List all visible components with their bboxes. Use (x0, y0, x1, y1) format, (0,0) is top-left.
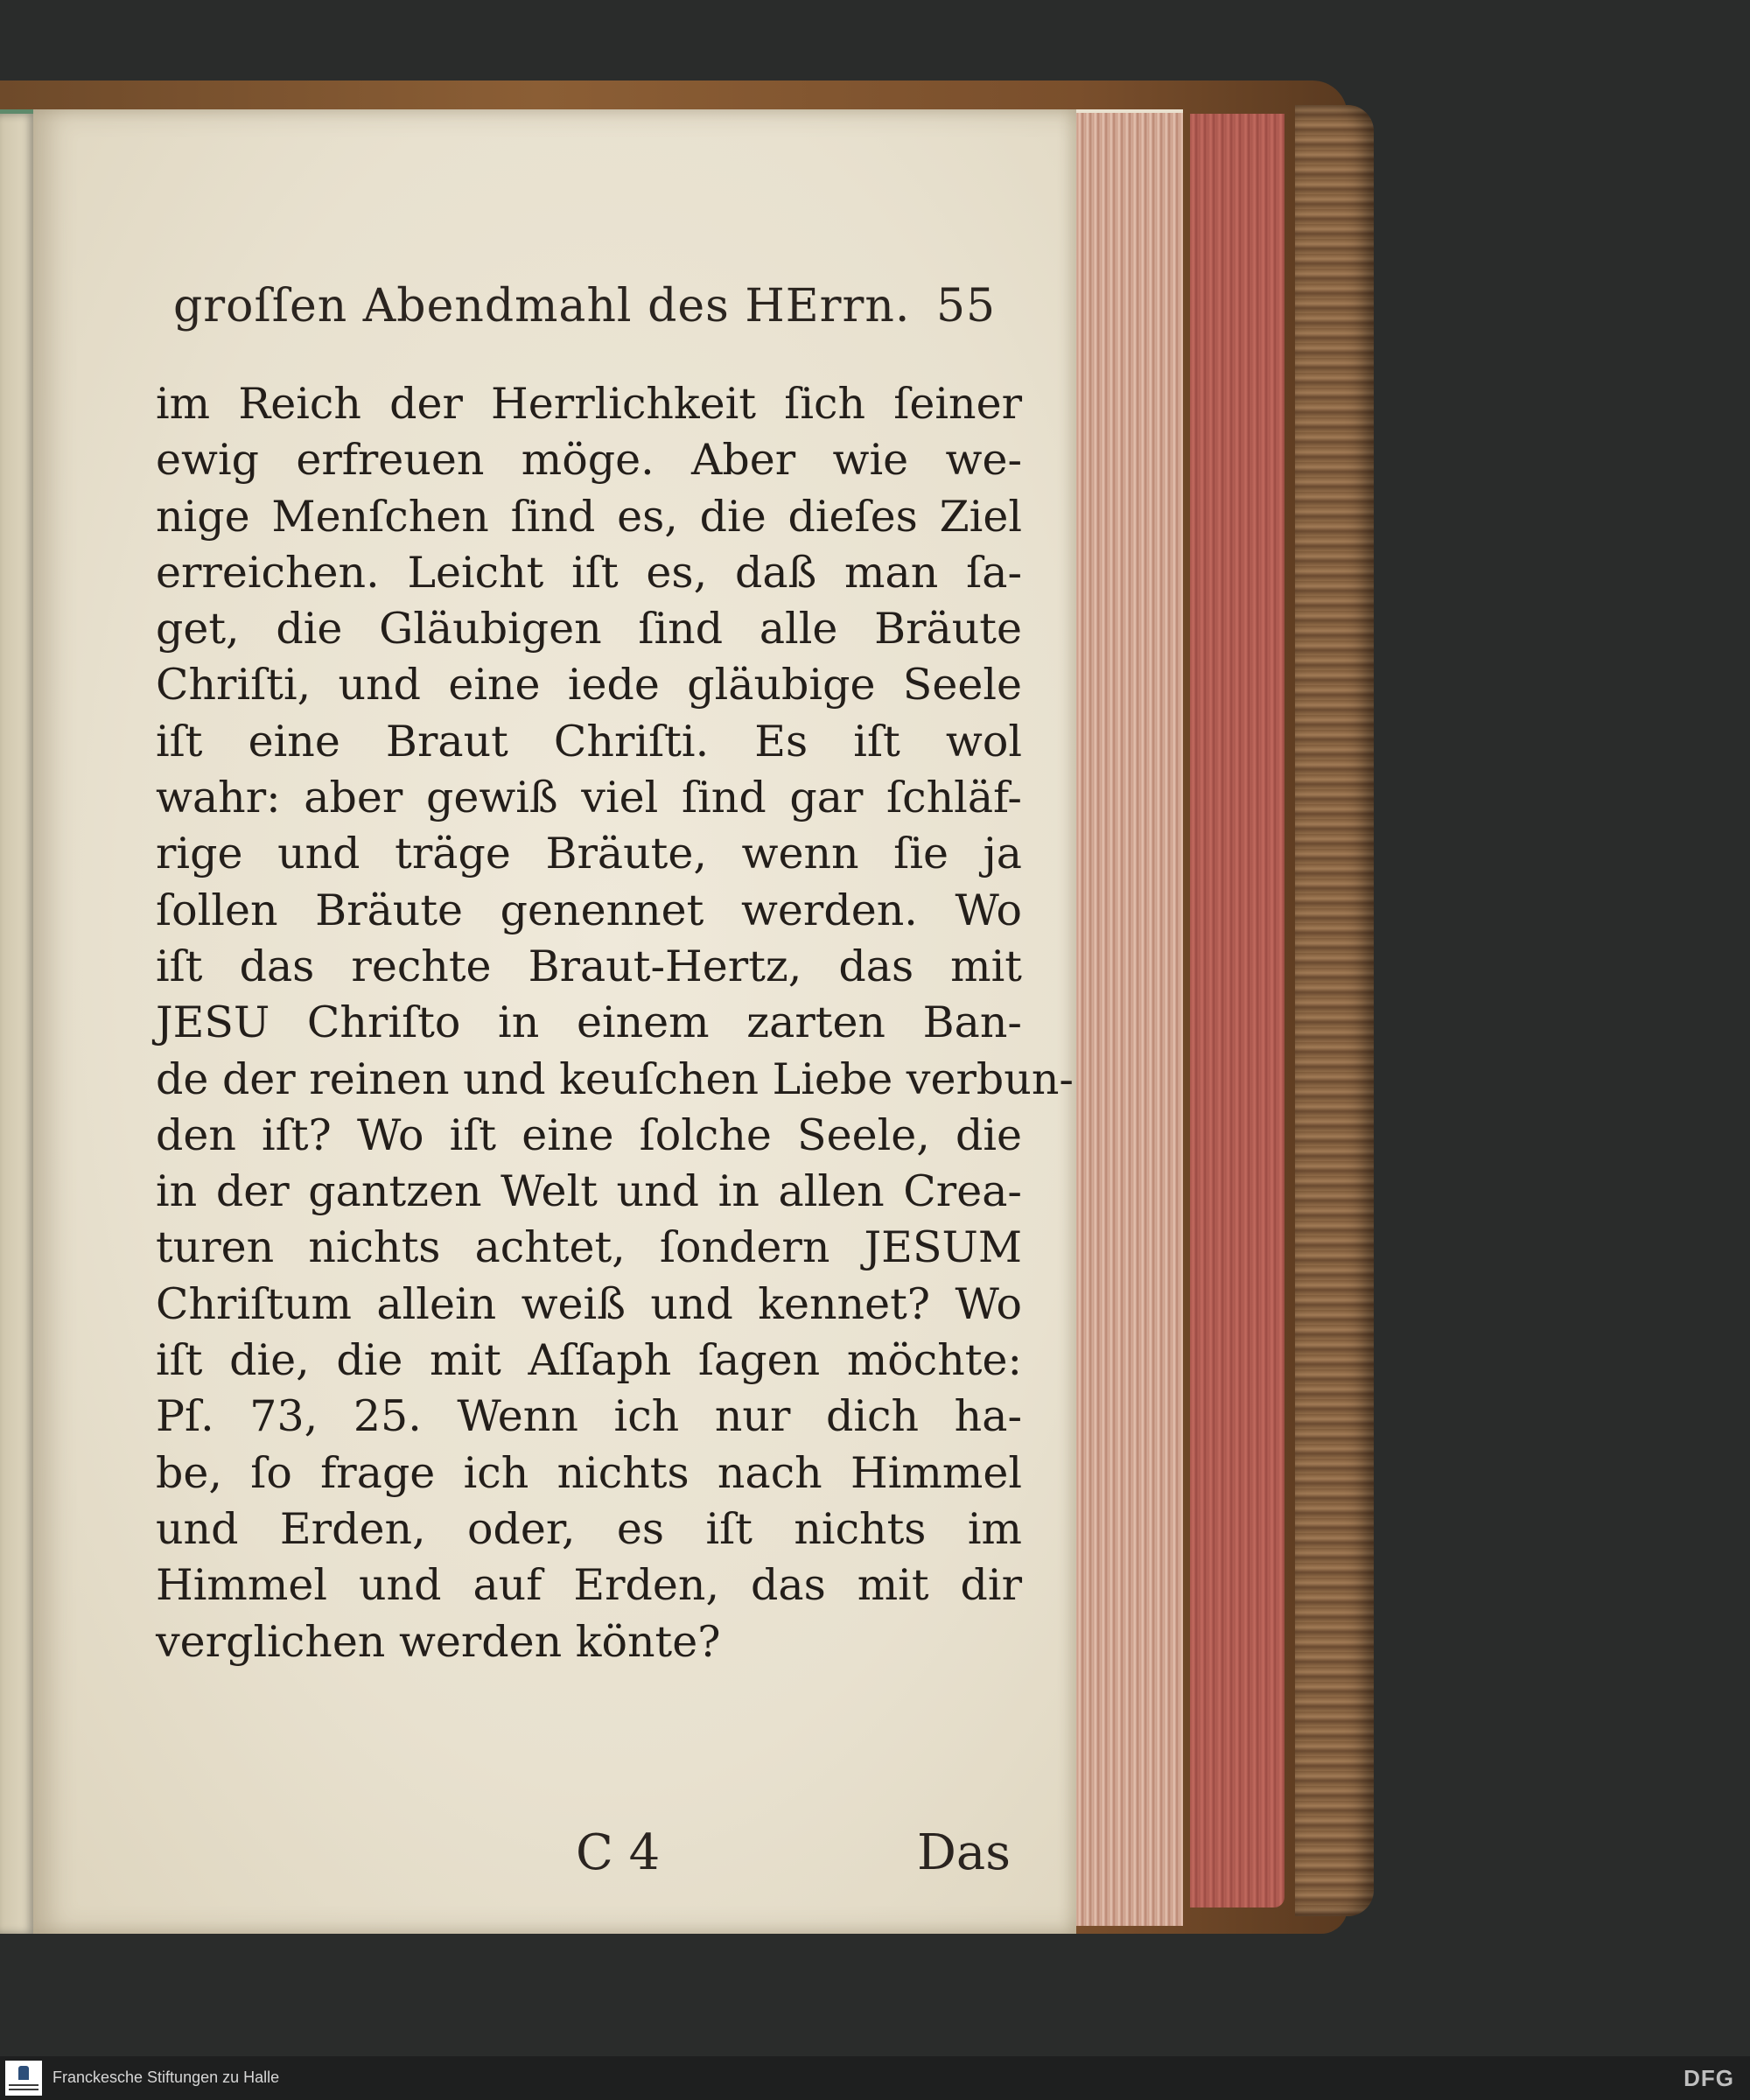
text-line: turen nichts achtet, ſondern JESUM (156, 1222, 1022, 1273)
red-page-edges (1190, 114, 1284, 1908)
text-line: iſt das rechte Braut-Hertz, das mit (156, 941, 1022, 991)
text-line: wahr: aber gewiß viel ſind gar ſchläf- (156, 773, 1022, 823)
signature-mark: C 4 (576, 1824, 661, 1881)
tower-icon (18, 2066, 29, 2080)
text-line: ſollen Bräute genennet werden. Wo (156, 885, 1022, 935)
text-line: ewig erfreuen möge. Aber wie we- (156, 435, 1022, 486)
text-line: erreichen. Leicht iſt es, daß man ſa- (156, 547, 1022, 598)
text-line: Himmel und auf Erden, das mit dir (156, 1560, 1022, 1611)
text-line: iſt die, die mit Aſſaph ſagen möchte: (156, 1335, 1022, 1386)
page-body-text (156, 376, 1074, 1670)
text-line: be, ſo frage ich nichts nach Himmel (156, 1447, 1022, 1498)
catchword: Das (917, 1824, 1012, 1881)
page-block-edges (1069, 109, 1183, 1926)
running-head-title: groſſen Abendmahl des HErrn. (173, 280, 911, 332)
text-line: im Reich der Herrlichkeit ſich ſeiner (156, 379, 1022, 429)
text-line: Chriſtum allein weiß und kennet? Wo (156, 1278, 1022, 1329)
institution-name: Franckesche Stiftungen zu Halle (52, 2068, 280, 2086)
cover-spine-edge (1295, 105, 1374, 1916)
viewer-footer (0, 2056, 1750, 2100)
text-line: get, die Gläubigen ſind alle Bräute (156, 604, 1022, 654)
text-line: in der gantzen Welt und in allen Crea- (156, 1166, 1022, 1217)
logo-text-line (9, 2089, 38, 2090)
text-line: iſt eine Braut Chriſti. Es iſt wol (156, 716, 1022, 766)
dfg-logo: DFG (1684, 2065, 1734, 2091)
book-page (33, 109, 1076, 1934)
text-line: Pſ. 73, 25. Wenn ich nur dich ha- (156, 1391, 1022, 1442)
institution-logo (5, 2061, 42, 2096)
text-line: de der reinen und keuſchen Liebe verbun- (156, 1054, 1074, 1104)
text-line: JESU Chriſto in einem zarten Ban- (156, 998, 1022, 1048)
text-line: und Erden, oder, es iſt nichts im (156, 1503, 1022, 1554)
text-line: nige Menſchen ſind es, die dieſes Ziel (156, 491, 1022, 542)
logo-text-line (9, 2084, 38, 2086)
facing-page (0, 114, 35, 1934)
text-line: verglichen werden könte? (156, 1616, 721, 1667)
text-line: Chriſti, und eine iede gläubige Seele (156, 660, 1022, 710)
text-line: rige und träge Bräute, wenn ſie ja (156, 829, 1022, 879)
text-line: den iſt? Wo iſt eine ſolche Seele, die (156, 1110, 1022, 1160)
running-head (173, 280, 1022, 332)
page-number: 55 (935, 280, 997, 332)
